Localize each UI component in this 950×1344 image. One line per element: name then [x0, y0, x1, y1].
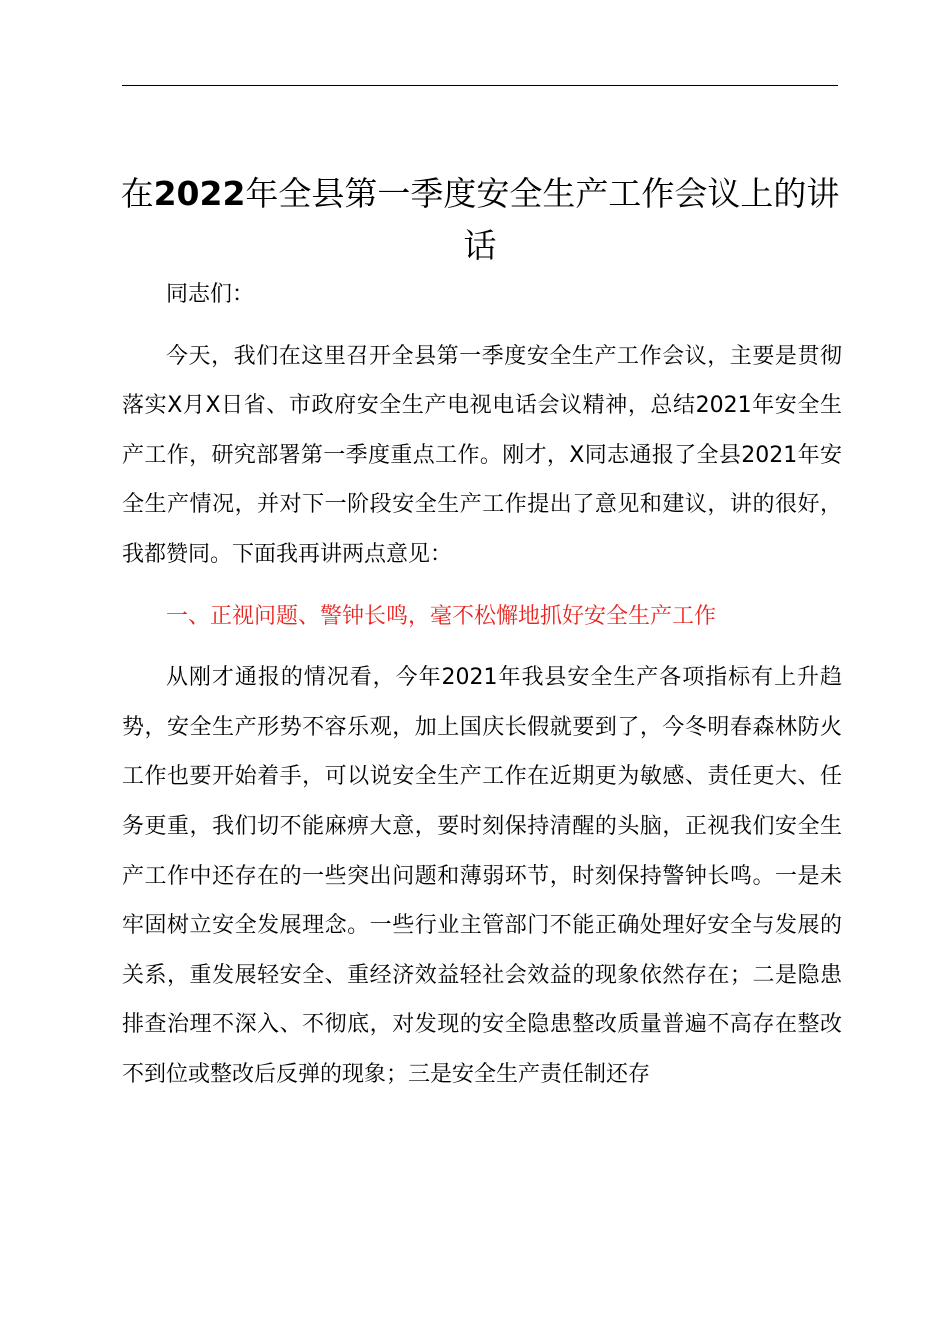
- header-rule: [122, 85, 838, 86]
- paragraph-section-1: 从刚才通报的情况看，今年2021年我县安全生产各项指标有上升趋势，安全生产形势不容乐观，加上国庆长假就要到了，今冬明春森林防火工作也要开始着手，可以说安全生产工作在近期更为敏感、责任更大、任务更重，我们切不能麻痹大意，要时刻保持清醒的头脑，正视我们安全生产工作中还存在的一些突出问题和薄弱环节，时刻保持警钟长鸣。一是未牢固树立安全发展理念。一些行业主管部门不能正确处理好安全与发展的关系，重发展轻安全、重经济效益轻社会效益的现象依然存在；二是隐患排查治理不深入、不彻底，对发现的安全隐患整改质量普遍不高存在整改不到位或整改后反弹的现象；三是安全生产责任制还存: [122, 665, 842, 1087]
- title-prefix: 在: [120, 174, 154, 214]
- salutation: 同志们：: [166, 282, 255, 307]
- section-heading-1: 一、正视问题、警钟长鸣，毫不松懈地抓好安全生产工作: [166, 603, 717, 629]
- document-body: [122, 270, 842, 1100]
- title-year: 2022: [153, 174, 246, 214]
- title-rest: 年全县第一季度安全生产工作会议上的讲话: [245, 174, 840, 266]
- page-title: [110, 168, 850, 272]
- paragraph-intro: 今天，我们在这里召开全县第一季度安全生产工作会议，主要是贯彻落实X月X日省、市政府安全生产电视电话会议精神，总结2021年安全生产工作，研究部署第一季度重点工作。刚才，X同志通报了全县2021年安全生产情况，并对下一阶段安全生产工作提出了意见和建议，讲的很好，我都赞同。下面我再讲两点意见：: [122, 343, 842, 567]
